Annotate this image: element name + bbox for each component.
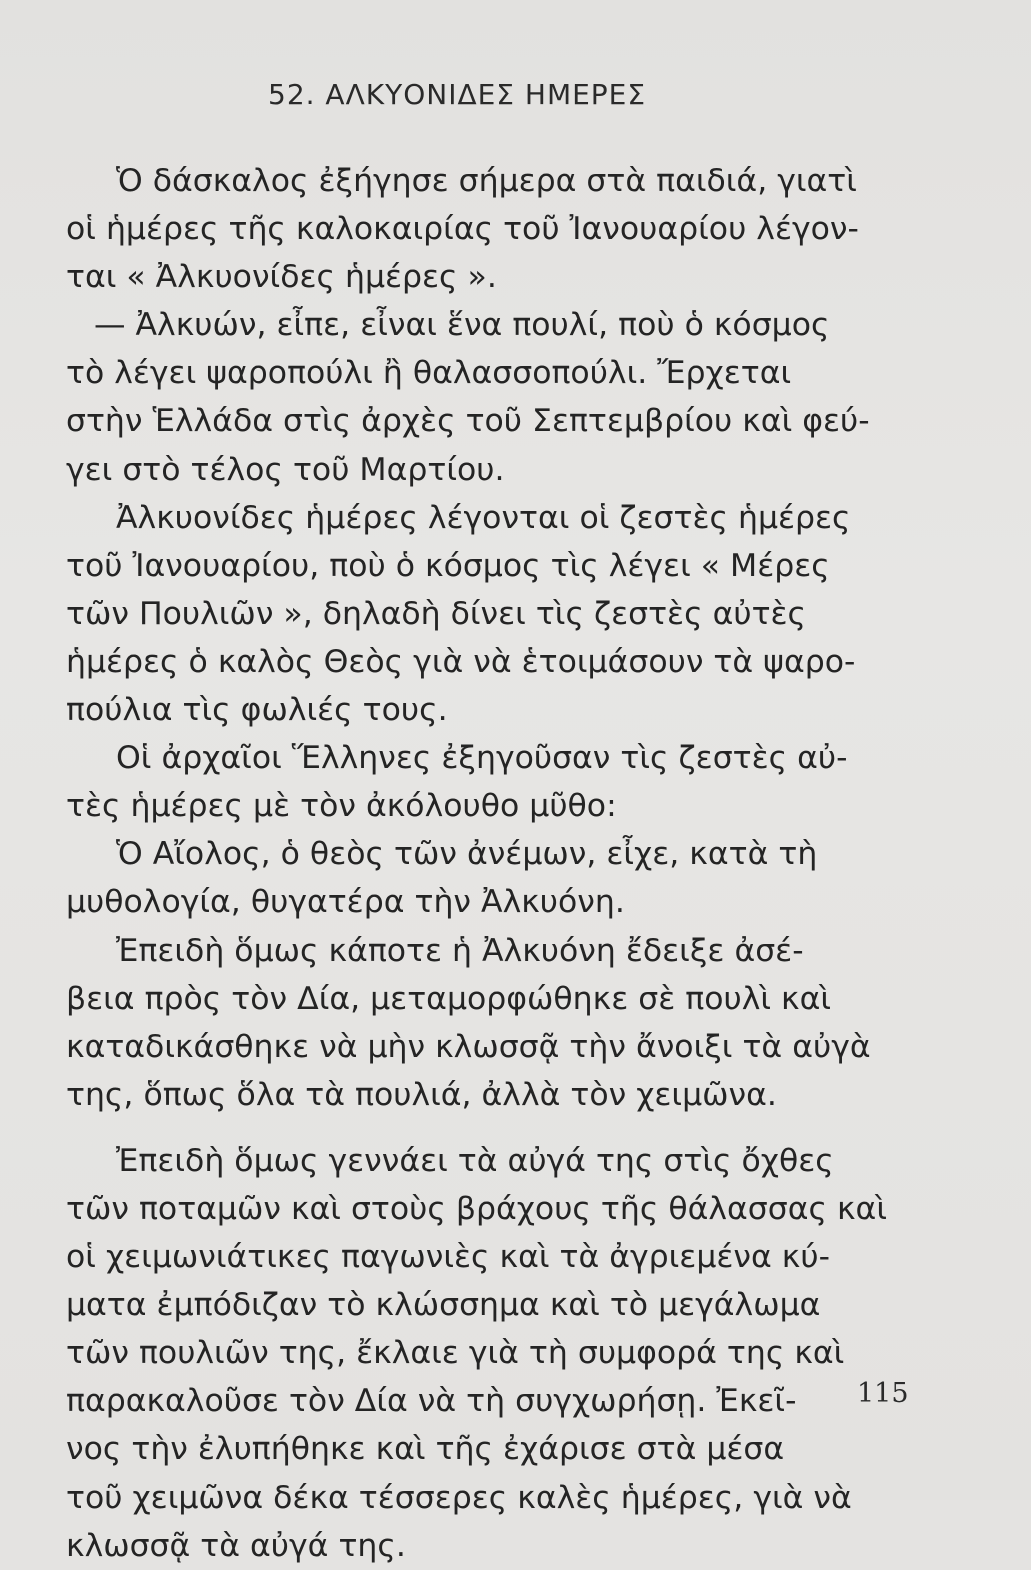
text-line: τῶν ποταμῶν καὶ στοὺς βράχους τῆς θάλασσας καὶ <box>66 1190 887 1227</box>
text-line: τὲς ἡμέρες μὲ τὸν ἀκόλουθο μῦθο: <box>66 788 617 825</box>
paragraph-gap <box>66 1119 886 1137</box>
text-line: τοῦ Ἰανουαρίου, ποὺ ὁ κόσμος τὶς λέγει « Μέρες <box>66 547 830 584</box>
text-line: Ἐπειδὴ ὅμως κάποτε ἡ Ἀλκυόνη ἔδειξε ἀσέ- <box>116 932 804 969</box>
text-line: Οἱ ἀρχαῖοι Ἕλληνες ἐξηγοῦσαν τὶς ζεστὲς αὐ- <box>116 740 848 777</box>
text-line: οἱ ἡμέρες τῆς καλοκαιρίας τοῦ Ἰανουαρίου λέγον- <box>66 211 859 248</box>
text-line: μυθολογία, θυγατέρα τὴν Ἀλκυόνη. <box>66 884 625 921</box>
text-line: βεια πρὸς τὸν Δία, μεταμορφώθηκε σὲ πουλὶ καὶ <box>66 980 832 1017</box>
text-line: Ἀλκυονίδες ἡμέρες λέγονται οἱ ζεστὲς ἡμέρες <box>116 499 851 536</box>
text-line: τῶν Πουλιῶν », δηλαδὴ δίνει τὶς ζεστὲς αὐτὲς <box>66 595 807 632</box>
text-line: Ἐπειδὴ ὅμως γεννάει τὰ αὐγά της στὶς ὄχθες <box>116 1142 834 1179</box>
text-line: — Ἀλκυών, εἶπε, εἶναι ἕνα πουλί, ποὺ ὁ κόσμος <box>94 307 830 344</box>
page-number: 115 <box>857 1378 909 1409</box>
text-line: κλωσσᾷ τὰ αὐγά της. <box>66 1527 406 1564</box>
text-line: οἱ χειμωνιάτικες παγωνιὲς καὶ τὰ ἀγριεμένα κύ- <box>66 1239 830 1276</box>
chapter-title: 52. ΑΛΚΥΟΝΙΔΕΣ ΗΜΕΡΕΣ <box>268 78 647 111</box>
text-line: τοῦ χειμῶνα δέκα τέσσερες καλὲς ἡμέρες, γιὰ νὰ <box>66 1479 852 1516</box>
text-line: νος τὴν ἐλυπήθηκε καὶ τῆς ἐχάρισε στὰ μέσα <box>66 1431 785 1468</box>
text-line: Ὁ δάσκαλος ἐξήγησε σήμερα στὰ παιδιά, γιατὶ <box>116 163 857 199</box>
text-line: τῶν πουλιῶν της, ἔκλαιε γιὰ τὴ συμφορά της καὶ <box>66 1335 845 1372</box>
text-line: καταδικάσθηκε νὰ μὴν κλωσσᾷ τὴν ἄνοιξι τὰ αὐγὰ <box>66 1028 871 1065</box>
text-line: ματα ἐμπόδιζαν τὸ κλώσσημα καὶ τὸ μεγάλωμα <box>66 1287 821 1324</box>
text-line: ἡμέρες ὁ καλὸς Θεὸς γιὰ νὰ ἑτοιμάσουν τὰ ψαρο- <box>66 643 856 680</box>
text-line: στὴν Ἑλλάδα στὶς ἀρχὲς τοῦ Σεπτεμβρίου καὶ φεύ- <box>66 403 870 440</box>
text-line: τὸ λέγει ψαροπούλι ἢ θαλασσοπούλι. Ἔρχεται <box>66 355 792 392</box>
text-line: πούλια τὶς φωλιές τους. <box>66 692 448 729</box>
text-line: της, ὅπως ὅλα τὰ πουλιά, ἀλλὰ τὸν χειμῶνα. <box>66 1076 777 1113</box>
body-text <box>66 157 886 1570</box>
text-line: ται « Ἀλκυονίδες ἡμέρες ». <box>66 259 497 296</box>
text-line: παρακαλοῦσε τὸν Δία νὰ τὴ συγχωρήσῃ. Ἐκεῖ- <box>66 1383 797 1420</box>
text-line: γει στὸ τέλος τοῦ Μαρτίου. <box>66 451 505 488</box>
text-line: Ὁ Αἴολος, ὁ θεὸς τῶν ἀνέμων, εἶχε, κατὰ τὴ <box>116 836 818 873</box>
